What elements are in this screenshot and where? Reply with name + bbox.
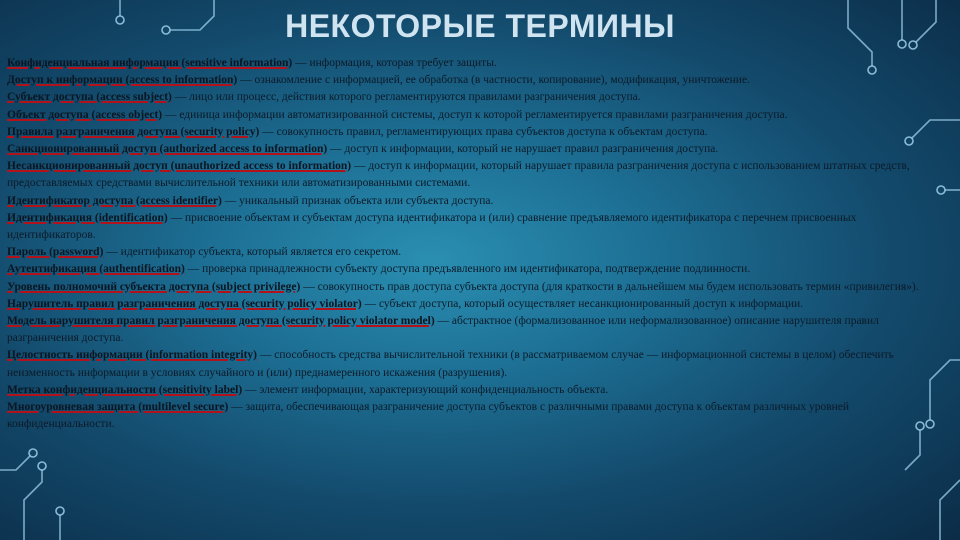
term: Целостность информации (information integrity) — [7, 349, 257, 362]
term: Доступ к информации (access to information) — [7, 74, 238, 87]
term-description: — уникальный признак объекта или субъекта доступа. — [221, 194, 494, 207]
term-description: — идентификатор субъекта, который является его секретом. — [103, 246, 402, 259]
definition-item — [7, 141, 919, 158]
term-description: — ознакомление с информацией, ее обработка (в частности, копирование), модификация, уничтожение. — [237, 74, 750, 87]
term-description: — присвоение объектам и субъектам доступа идентификатора и (или) сравнение предъявляемого идентификатора с перечнем присвоенных идентификаторов. — [7, 211, 857, 242]
term: Конфиденциальная информация (sensitive information) — [7, 57, 293, 69]
term-description: — способность средства вычислительной техники (в рассматриваемом случае — информационной системы в целом) обеспечить неизменность информации в условиях случайного и (или) преднамеренного искажения (разрушения). — [7, 349, 894, 379]
term: Санкционированный доступ (authorized access to information) — [7, 143, 328, 156]
term: Пароль (password) — [7, 246, 104, 259]
definition-item — [7, 210, 919, 244]
definition-item — [7, 158, 919, 192]
term: Объект доступа (access object) — [7, 108, 163, 121]
term: Идентификация (identification) — [7, 211, 168, 224]
term: Аутентификация (authentification) — [7, 263, 185, 276]
definition-item — [7, 296, 919, 313]
term-description: — абстрактное (формализованное или неформализованное) описание нарушителя правил разграничения доступа. — [7, 315, 879, 345]
term-description: — лицо или процесс, действия которого регламентируются правилами разграничения доступа. — [171, 91, 641, 104]
term-description: — совокупность прав доступа субъекта доступа (для краткости в дальнейшем мы будем использовать термин «привилегия»). — [300, 280, 919, 293]
term: Субъект доступа (access subject) — [7, 91, 172, 104]
term-description: — совокупность правил, регламентирующих права субъектов доступа к объектам доступа. — [259, 125, 708, 138]
definition-item — [7, 89, 919, 106]
term-description: — доступ к информации, который не нарушает правил разграничения доступа. — [327, 143, 719, 156]
definitions-list — [7, 55, 919, 433]
term-description: — информация, которая требует защиты. — [292, 57, 497, 69]
term: Модель нарушителя правил разграничения доступа (security policy violator model) — [7, 315, 435, 328]
term-description: — элемент информации, характеризующий конфиденциальность объекта. — [242, 383, 609, 396]
term-description: — единица информации автоматизированной системы, доступ к которой регламентируется правилами разграничения доступа. — [162, 108, 788, 121]
term-description: — защита, обеспечивающая разграничение доступа субъектов с различными правами доступа к объектам различных уровней конфиденциальности. — [7, 401, 850, 431]
term-description: — субъект доступа, который осуществляет несанкционированный доступ к информации. — [361, 297, 804, 310]
term: Уровень полномочий субъекта доступа (subject privilege) — [7, 280, 301, 293]
term: Идентификатор доступа (access identifier) — [7, 194, 222, 207]
definition-item — [7, 347, 919, 381]
definition-item — [7, 244, 919, 261]
term: Несанкционированный доступ (unauthorized access to information) — [7, 160, 352, 173]
term: Метка конфиденциальности (sensitivity label) — [7, 383, 243, 396]
definition-item — [7, 72, 919, 89]
term-description: — доступ к информации, который нарушает правила разграничения доступа с использованием штатных средств, предоставляемых средствами вычислительной техники или автоматизированными системами. — [7, 160, 910, 190]
definition-item — [7, 124, 919, 141]
slide-title: НЕКОТОРЫЕ ТЕРМИНЫ — [285, 8, 675, 44]
definition-item — [7, 279, 919, 296]
definition-item — [7, 313, 919, 347]
term-description: — проверка принадлежности субъекту доступа предъявленного им идентификатора, подтверждение подлинности. — [184, 263, 751, 276]
definition-item — [7, 55, 919, 72]
definition-item — [7, 261, 919, 278]
term: Нарушитель правил разграничения доступа (security policy violator) — [7, 297, 362, 310]
term: Правила разграничения доступа (security policy) — [7, 125, 260, 138]
definition-item — [7, 193, 919, 210]
definition-item — [7, 382, 919, 399]
definition-item — [7, 107, 919, 124]
definition-item — [7, 399, 919, 433]
term: Многоуровневая защита (multilevel secure) — [7, 401, 229, 414]
